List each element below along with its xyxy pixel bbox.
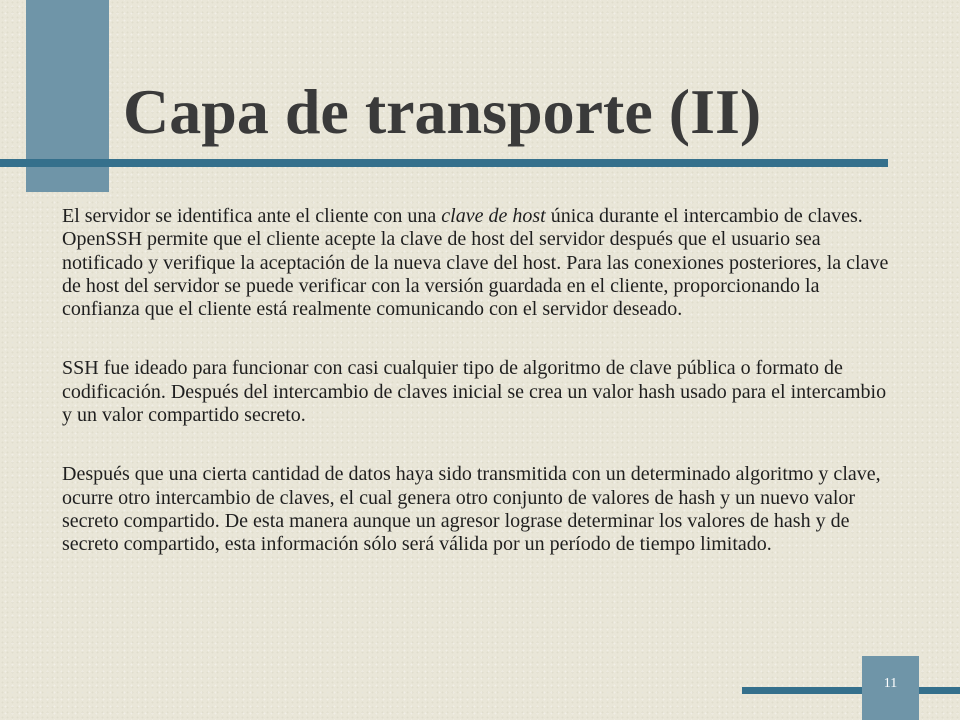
paragraph-host-key-start: El servidor se identifica ante el cliente con una [62, 205, 442, 227]
paragraph-host-key [62, 205, 892, 321]
decorative-bar-bottom [742, 687, 960, 694]
paragraph-rekeying: Después que una cierta cantidad de datos haya sido transmitida con un determinado algoritmo y clave, ocurre otro intercambio de claves, el cual genera otro conjunto de valores de hash y un nuevo valor secreto compartido. De esta manera aunque un agresor lograse determinar los valores de hash y de secreto compartido, esta información sólo será válida por un período de tiempo limitado. [62, 463, 881, 556]
paragraph-algorithms: SSH fue ideado para funcionar con casi cualquier tipo de algoritmo de clave pública o formato de codificación. Después del intercambio de claves inicial se crea un valor hash usado para el intercambio y un valor compartido secreto. [62, 357, 887, 427]
decorative-bar-top [0, 159, 888, 167]
slide-title: Capa de transporte (II) [123, 76, 762, 147]
paragraph-host-key-end: única durante el intercambio de claves. OpenSSH permite que el cliente acepte la clave de host del servidor después que el usuario sea notificado y verifique la aceptación de la nueva clave del host. Para las conexiones posteriores, la clave de host del servidor se puede verificar con la versión guardada en el cliente, proporcionando la confianza que el cliente está realmente comunicando con el servidor deseado. [62, 205, 889, 321]
page-number: 11 [883, 676, 898, 691]
slide-body [62, 205, 892, 593]
host-key-term: clave de host [441, 205, 546, 227]
